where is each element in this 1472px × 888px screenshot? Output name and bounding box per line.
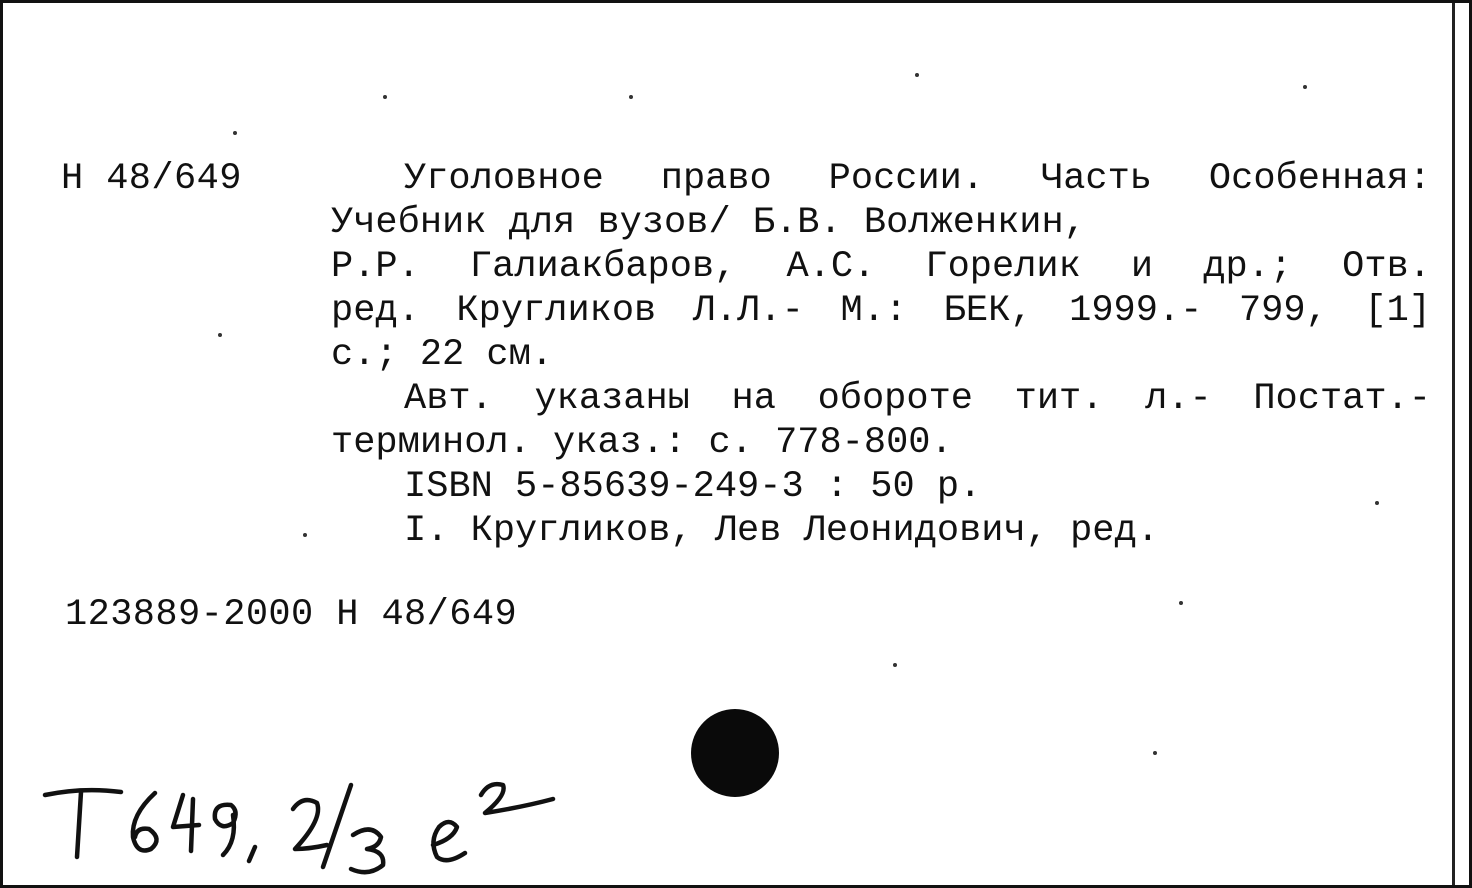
record-word: см. bbox=[486, 334, 554, 376]
record-word: Р.Р. bbox=[331, 246, 420, 288]
scan-speck bbox=[218, 333, 222, 337]
scan-speck bbox=[893, 663, 897, 667]
scan-speck bbox=[303, 533, 307, 537]
record-word: Кругликов, bbox=[470, 510, 693, 552]
record-word: Волженкин, bbox=[863, 202, 1086, 244]
record-word: обороте bbox=[817, 378, 973, 420]
record-word: Кругликов bbox=[456, 290, 657, 332]
record-line bbox=[331, 157, 1431, 201]
record-word: Горелик bbox=[925, 246, 1081, 288]
record-line bbox=[331, 509, 1431, 553]
record-word: [1] bbox=[1364, 290, 1431, 332]
record-line bbox=[331, 333, 1431, 377]
punch-hole bbox=[691, 709, 779, 797]
record-line bbox=[331, 201, 1431, 245]
record-word: А.С. bbox=[786, 246, 876, 288]
record-word: Галиакбаров, bbox=[469, 246, 737, 288]
record-line bbox=[331, 421, 1431, 465]
record-word: р. bbox=[936, 466, 982, 508]
record-word: России. bbox=[828, 158, 985, 200]
record-word: тит. bbox=[1014, 378, 1104, 420]
record-word: 50 bbox=[870, 466, 915, 508]
record-word: терминол. bbox=[331, 422, 531, 464]
record-word: ред. bbox=[331, 290, 420, 332]
bibliographic-record bbox=[331, 157, 1431, 553]
record-word: Постат.- bbox=[1253, 378, 1431, 420]
record-word: Леонидович, bbox=[803, 510, 1048, 552]
record-word: БЕК, bbox=[943, 290, 1033, 332]
record-word: 778-800. bbox=[775, 422, 953, 464]
record-word: с. bbox=[708, 422, 753, 464]
record-word: Л.Л.- bbox=[692, 290, 804, 332]
record-word: др.; bbox=[1203, 246, 1293, 288]
record-word: М.: bbox=[840, 290, 908, 332]
record-word: Отв. bbox=[1342, 246, 1431, 288]
record-word: Б.В. bbox=[752, 202, 842, 244]
scan-speck bbox=[629, 95, 633, 99]
record-word: на bbox=[731, 378, 776, 420]
record-word: право bbox=[660, 158, 772, 200]
scan-speck bbox=[1303, 85, 1307, 89]
inventory-number: 123889-2000 Н 48/649 bbox=[65, 594, 518, 636]
record-word: 1999.- bbox=[1069, 290, 1203, 332]
record-word: указаны bbox=[534, 378, 690, 420]
record-word: и bbox=[1130, 246, 1154, 288]
record-word: для bbox=[508, 202, 576, 244]
call-number: Н 48/649 bbox=[61, 158, 242, 200]
record-line bbox=[331, 289, 1431, 333]
record-word: 22 bbox=[419, 334, 465, 376]
record-word: указ.: bbox=[553, 422, 687, 464]
record-word: ред. bbox=[1070, 510, 1159, 552]
handwritten-note bbox=[33, 765, 593, 875]
record-line bbox=[331, 465, 1431, 509]
record-word: Часть bbox=[1040, 158, 1153, 200]
record-word: 799, bbox=[1238, 290, 1328, 332]
record-word: ISBN bbox=[404, 466, 493, 508]
record-line bbox=[331, 245, 1431, 289]
record-word: Уголовное bbox=[404, 158, 604, 200]
scan-speck bbox=[1179, 601, 1183, 605]
scan-speck bbox=[383, 95, 387, 99]
record-word: I. bbox=[404, 510, 449, 552]
scan-speck bbox=[1153, 751, 1157, 755]
record-line bbox=[331, 377, 1431, 421]
record-word: Учебник bbox=[331, 202, 487, 244]
record-word: 5-85639-249-3 bbox=[515, 466, 804, 508]
record-word: вузов/ bbox=[597, 202, 731, 244]
record-word: Лев bbox=[714, 510, 782, 552]
record-word: с.; bbox=[331, 334, 398, 376]
scan-speck bbox=[1375, 501, 1379, 505]
record-word: : bbox=[825, 466, 849, 508]
scan-speck bbox=[233, 131, 237, 135]
record-word: л.- bbox=[1145, 378, 1212, 420]
record-word: Особенная: bbox=[1208, 158, 1431, 200]
record-word: Авт. bbox=[404, 378, 493, 420]
scan-speck bbox=[915, 73, 919, 77]
